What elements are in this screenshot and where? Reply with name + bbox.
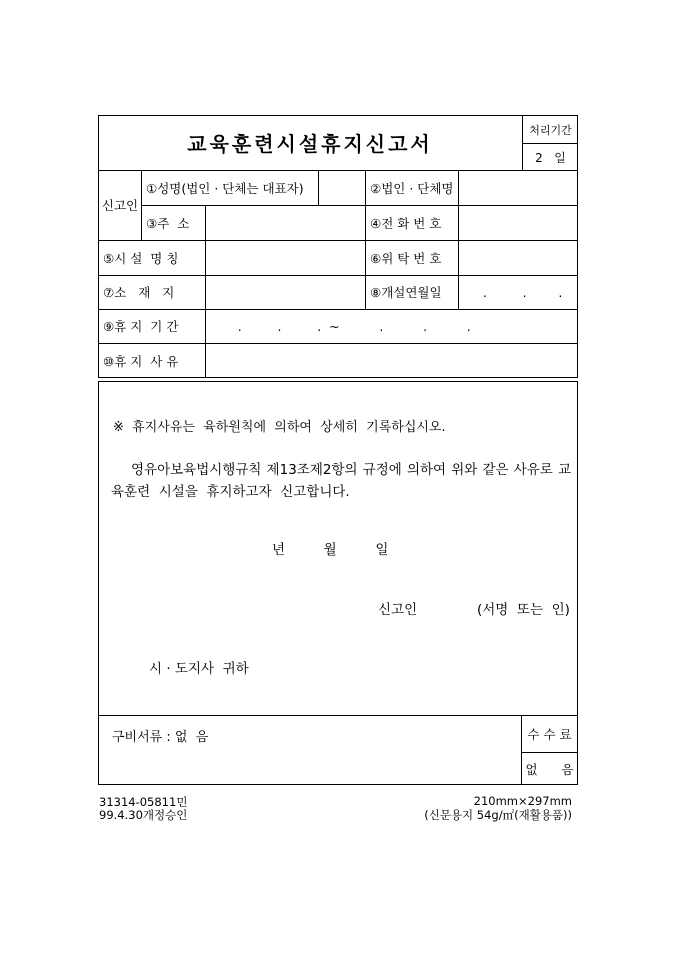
grid-line — [98, 715, 578, 716]
field-org-name-label: ②법인 · 단체명 — [370, 180, 454, 196]
field-suspension-period-label: ⑨휴 지 기 간 — [103, 319, 179, 334]
field-address-value[interactable] — [206, 206, 365, 239]
signer-label: 신고인 — [378, 602, 418, 618]
statement-line2: 육훈련 시설을 휴지하고자 신고합니다. — [111, 484, 350, 500]
processing-period-label: 처리기간 — [529, 123, 572, 137]
field-facility-name-value[interactable] — [206, 241, 365, 274]
field-facility-name-label: ⑤시 설 명 칭 — [103, 250, 179, 266]
paper-spec: (신문용지 54g/㎡(재활용품)) — [424, 808, 572, 822]
field-org-name-value[interactable] — [459, 171, 577, 204]
signature-note: (서명 또는 인) — [477, 602, 570, 618]
reporter-group-label: 신고인 — [101, 198, 139, 213]
field-suspension-reason-label: ⑩휴 지 사 유 — [103, 353, 179, 369]
field-location-value[interactable] — [206, 276, 365, 308]
field-phone-label: ④전 화 번 호 — [370, 215, 442, 231]
instruction-note: ※ 휴지사유는 육하원칙에 의하여 상세히 기록하십시오. — [113, 420, 446, 435]
statement-line1: 영유아보육법시행규칙 제13조제2항의 규정에 의하여 위와 같은 사유로 교 — [131, 462, 571, 478]
fee-value: 없 음 — [525, 761, 574, 777]
field-open-date-value[interactable]: . . . — [459, 284, 563, 300]
field-suspension-period-value[interactable]: . . . ~ . . . — [206, 318, 471, 334]
field-suspension-reason-value[interactable] — [206, 344, 577, 377]
paper-size: 210mm×297mm — [473, 794, 572, 808]
field-name-value[interactable] — [319, 171, 365, 204]
recipient-line: 시 · 도지사 귀하 — [149, 661, 249, 677]
field-location-label: ⑦소 재 지 — [103, 285, 175, 300]
form-number: 31314-05811민 — [99, 795, 188, 809]
field-name-label: ①성명(법인 · 단체는 대표자) — [146, 180, 304, 196]
field-consign-number-value[interactable] — [459, 241, 577, 274]
body-box-border — [98, 381, 578, 785]
field-phone-value[interactable] — [459, 206, 577, 239]
field-consign-number-label: ⑥위 탁 번 호 — [370, 250, 442, 266]
field-open-date-label: ⑧개설연월일 — [370, 285, 442, 300]
revision-approval: 99.4.30개정승인 — [99, 808, 188, 822]
date-line: 년 월 일 — [272, 542, 389, 558]
processing-period-value: 2 일 — [535, 150, 566, 165]
field-address-label: ③주 소 — [146, 215, 190, 231]
form-title: 교육훈련시설휴지신고서 — [187, 132, 433, 156]
fee-label: 수 수 료 — [527, 727, 572, 742]
required-documents: 구비서류 : 없 음 — [112, 730, 209, 745]
